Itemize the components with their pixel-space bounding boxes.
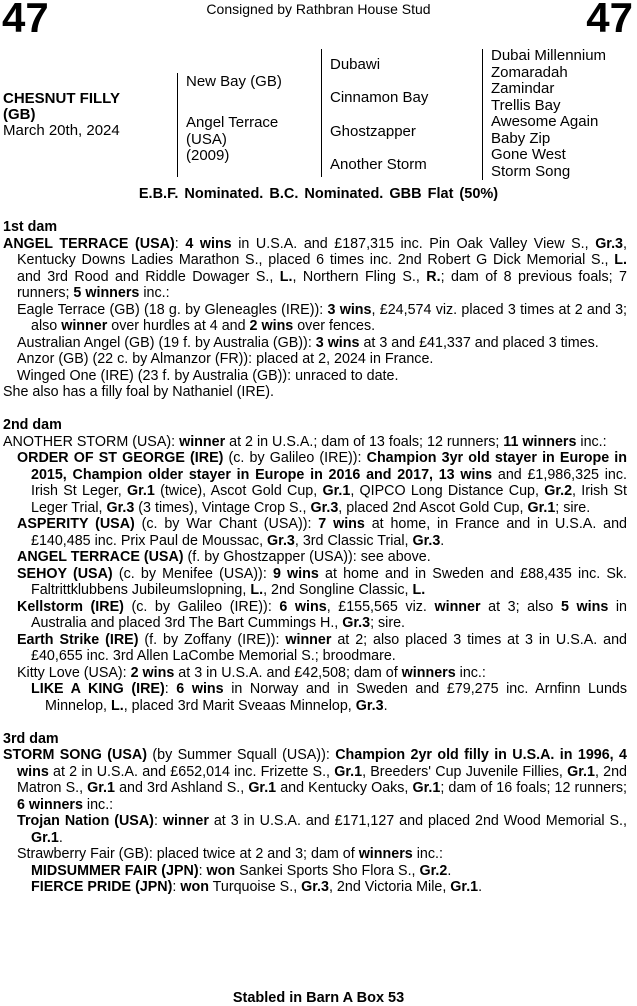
text-run: , 2nd Matron S., bbox=[17, 763, 628, 796]
pedigree-entry bbox=[3, 368, 627, 385]
text-run: : bbox=[198, 862, 207, 879]
bold-text: Gr.1 bbox=[567, 763, 595, 780]
text-run: , Breeders' Cup Juvenile Fillies, bbox=[362, 763, 568, 780]
pedigree-dam-name: Angel Terrace bbox=[186, 114, 279, 131]
bold-text: Gr.1 bbox=[450, 879, 479, 895]
bold-text: LIKE A KING (IRE) bbox=[31, 681, 165, 697]
text-run: , placed 2nd Ascot Gold Cup, bbox=[338, 499, 528, 516]
pedigree-ggp: Gone West bbox=[491, 146, 566, 163]
bold-text: 6 wins bbox=[279, 598, 327, 615]
bold-text: winner bbox=[434, 598, 481, 615]
text-run: at 2; also placed 3 times at 3 in U.S.A. and £40,655 inc. 3rd Allen LaCombe Memorial S.; broodmare. bbox=[31, 631, 627, 664]
text-run: Kitty Love (USA): bbox=[17, 664, 131, 681]
text-run: . bbox=[440, 532, 445, 549]
text-run: , placed 3rd Marit Sveaas Minnelop, bbox=[123, 697, 356, 714]
catalogue-body bbox=[3, 219, 627, 896]
bold-text: winner bbox=[61, 318, 108, 334]
pedigree-entry bbox=[3, 863, 627, 880]
text-run: , Kentucky Downs Ladies Marathon S., placed 6 times inc. 2nd Robert G Dick Memorial S., bbox=[17, 235, 627, 268]
pedigree-gp-3: Ghostzapper bbox=[330, 123, 416, 140]
bold-text: Gr.3 bbox=[342, 615, 371, 631]
nominations-line: E.B.F. Nominated. B.C. Nominated. GBB Flat (50%) bbox=[138, 186, 499, 202]
bold-text: winner bbox=[179, 433, 226, 450]
text-run: Turquoise S., bbox=[208, 879, 302, 895]
text-run: at home, in France and in U.S.A. and £140,485 inc. Prix Paul de Moussac, bbox=[31, 516, 628, 549]
text-run: She also has a filly foal by Nathaniel (IRE). bbox=[3, 384, 274, 400]
bold-text: Champion 3yr old stayer in Europe in 2015, Champion older stayer in Europe in 2016 and 2017, 13 wins bbox=[31, 450, 627, 483]
text-run: Australian Angel (GB) (19 f. by Australia (GB)): bbox=[17, 334, 316, 351]
pedigree-ggp: Zamindar bbox=[491, 80, 555, 97]
text-run: , Northern Fling S., bbox=[292, 268, 427, 285]
bold-text: Gr.1 bbox=[87, 780, 115, 796]
text-run: inc.: bbox=[82, 796, 114, 813]
bold-text: L. bbox=[412, 582, 426, 598]
text-run: (twice), Ascot Gold Cup, bbox=[154, 483, 323, 499]
pedigree-gp-4: Another Storm bbox=[330, 156, 427, 173]
text-run: Sankei Sports Sho Flora S., bbox=[235, 862, 420, 879]
pedigree-divider bbox=[482, 49, 483, 180]
text-run: and 3rd Rood and Riddle Dowager S., bbox=[17, 268, 280, 285]
text-run: over hurdles at 4 and bbox=[107, 318, 250, 334]
text-run: ; sire. bbox=[555, 499, 591, 516]
text-run: over fences. bbox=[293, 318, 376, 334]
bold-text: won bbox=[180, 879, 209, 895]
text-run: (c. by Galileo (IRE)): bbox=[223, 450, 367, 466]
text-run: (3 times), Vintage Crop S., bbox=[134, 499, 311, 516]
section-heading: 2nd dam bbox=[3, 417, 62, 433]
text-run: inc.: bbox=[455, 664, 486, 681]
horse-country: (GB) bbox=[3, 106, 36, 123]
bold-text: ANGEL TERRACE (USA) bbox=[3, 235, 175, 252]
text-run: (f. by Ghostzapper (USA)): see above. bbox=[183, 549, 431, 565]
bold-text: Earth Strike (IRE) bbox=[17, 631, 139, 648]
horse-name: CHESNUT FILLY bbox=[3, 90, 120, 107]
bold-text: Trojan Nation (USA) bbox=[17, 813, 154, 829]
pedigree-divider bbox=[177, 73, 178, 177]
pedigree-ggp: Baby Zip bbox=[491, 129, 551, 147]
bold-text: FIERCE PRIDE (JPN) bbox=[31, 879, 173, 895]
pedigree-entry bbox=[3, 665, 627, 682]
pedigree-gp-1: Dubawi bbox=[330, 56, 381, 73]
bold-text: 7 wins bbox=[318, 516, 365, 532]
text-run: at 3 in U.S.A. and £171,127 and placed 2nd Wood Memorial S., bbox=[208, 813, 627, 829]
text-run: at 3 in U.S.A. and £42,508; dam of bbox=[174, 664, 402, 681]
text-run: (c. by Galileo (IRE)): bbox=[123, 598, 280, 615]
text-run: Strawberry Fair (GB): placed twice at 2 and 3; dam of bbox=[17, 846, 359, 862]
pedigree-gp-2: Cinnamon Bay bbox=[330, 89, 429, 106]
text-run: at 2 in U.S.A.; dam of 13 foals; 12 runners; bbox=[225, 433, 504, 450]
bold-text: Gr.1 bbox=[412, 780, 441, 796]
bold-text: Gr.1 bbox=[127, 483, 155, 499]
bold-text: R. bbox=[426, 268, 441, 285]
text-run: in Australia and placed 3rd The Bart Cummings H., bbox=[31, 598, 627, 631]
section-gap bbox=[3, 714, 627, 731]
lot-number-left: 47 bbox=[2, 0, 49, 41]
pedigree-entry bbox=[3, 434, 627, 451]
text-run: (by Summer Squall (USA)): bbox=[146, 747, 336, 763]
bold-text: 5 winners bbox=[73, 285, 140, 301]
bold-text: 11 winners bbox=[503, 433, 577, 450]
bold-text: Gr.3 bbox=[595, 235, 624, 252]
text-run: , QIPCO Long Distance Cup, bbox=[350, 483, 545, 499]
text-run: inc.: bbox=[139, 285, 170, 301]
text-run: in Norway and in Sweden and £79,275 inc. Arnfinn Lunds Minnelop, bbox=[45, 681, 628, 714]
bold-text: 5 wins bbox=[560, 598, 609, 615]
pedigree-entry bbox=[3, 681, 627, 714]
bold-text: Kellstorm (IRE) bbox=[17, 598, 124, 615]
pedigree-entry bbox=[3, 632, 627, 665]
pedigree-ggp: Zomaradah bbox=[491, 63, 568, 81]
pedigree-sire: New Bay (GB) bbox=[186, 73, 282, 90]
text-run: , 3rd Classic Trial, bbox=[294, 532, 413, 549]
bold-text: Gr.2 bbox=[419, 862, 448, 879]
text-run: , £155,565 viz. bbox=[326, 598, 435, 615]
pedigree-ggp: Awesome Again bbox=[491, 113, 599, 130]
lot-number-right: 47 bbox=[586, 0, 633, 41]
bold-text: 2 wins bbox=[249, 318, 294, 334]
text-run: . bbox=[383, 697, 388, 714]
pedigree-entry bbox=[3, 516, 627, 549]
bold-text: Gr.3 bbox=[267, 532, 295, 549]
text-run: ; sire. bbox=[370, 615, 406, 631]
section-heading: 3rd dam bbox=[3, 730, 59, 747]
bold-text: Gr.3 bbox=[412, 532, 441, 549]
bold-text: 9 wins bbox=[272, 565, 319, 582]
pedigree-dam-country: (USA) bbox=[186, 130, 227, 148]
bold-text: winners bbox=[358, 846, 413, 862]
text-run: : bbox=[174, 235, 186, 252]
pedigree-entry bbox=[3, 747, 627, 813]
text-run: . bbox=[478, 879, 483, 895]
foaling-date: March 20th, 2024 bbox=[3, 122, 120, 139]
pedigree-dam-year: (2009) bbox=[186, 147, 230, 164]
bold-text: Gr.1 bbox=[527, 499, 556, 516]
pedigree-entry bbox=[3, 566, 627, 599]
text-run: ; dam of 16 foals; 12 runners; bbox=[440, 780, 627, 796]
pedigree-entry bbox=[3, 236, 627, 302]
bold-text: 4 wins bbox=[185, 235, 232, 252]
section-heading: 1st dam bbox=[3, 219, 58, 235]
text-run: at home and in Sweden and £88,435 inc. Sk. Faltrittklubbens Jubileumslopning, bbox=[31, 565, 628, 598]
bold-text: 2 wins bbox=[130, 664, 175, 681]
pedigree-entry bbox=[3, 879, 627, 896]
text-run: (c. by Menifee (USA)): bbox=[112, 565, 273, 582]
text-run: and Kentucky Oaks, bbox=[276, 780, 413, 796]
pedigree-ggp: Dubai Millennium bbox=[491, 47, 607, 64]
stabling-note: Stabled in Barn A Box 53 bbox=[232, 990, 405, 1006]
text-run: (f. by Zoffany (IRE)): bbox=[138, 631, 286, 648]
text-run: . bbox=[447, 862, 452, 879]
bold-text: 3 wins bbox=[315, 334, 360, 351]
bold-text: ASPERITY (USA) bbox=[17, 516, 135, 532]
bold-text: Champion 2yr old filly in U.S.A. in 1996, 4 wins bbox=[17, 747, 627, 780]
text-run: inc.: bbox=[576, 433, 607, 450]
bold-text: Gr.3 bbox=[310, 499, 339, 516]
bold-text: Gr.3 bbox=[355, 697, 384, 714]
bold-text: Gr.1 bbox=[248, 780, 277, 796]
consignor-line: Consigned by Rathbran House Stud bbox=[206, 1, 431, 17]
text-run: at 3 and £41,337 and placed 3 times. bbox=[359, 334, 599, 351]
text-run: : bbox=[164, 681, 177, 697]
text-run: , £24,574 viz. placed 3 times at 2 and 3; also bbox=[31, 301, 627, 334]
bold-text: Gr.1 bbox=[322, 483, 351, 499]
bold-text: ANGEL TERRACE (USA) bbox=[17, 549, 184, 565]
bold-text: MIDSUMMER FAIR (JPN) bbox=[31, 862, 199, 879]
text-run: Eagle Terrace (GB) (18 g. by Gleneagles (IRE)): bbox=[17, 301, 328, 318]
bold-text: 3 wins bbox=[327, 301, 372, 318]
bold-text: 6 winners bbox=[17, 796, 83, 813]
pedigree-entry bbox=[3, 599, 627, 632]
bold-text: Gr.2 bbox=[544, 483, 573, 499]
bold-text: Gr.3 bbox=[106, 499, 135, 516]
text-run: ; dam of 8 previous foals; 7 runners; bbox=[17, 268, 627, 301]
horse-description bbox=[3, 91, 120, 139]
text-run: in U.S.A. and £187,315 inc. Pin Oak Valley View S., bbox=[231, 235, 596, 252]
bold-text: Gr.3 bbox=[301, 879, 329, 895]
text-run: , 2nd Victoria Mile, bbox=[328, 879, 451, 895]
pedigree-entry bbox=[3, 351, 627, 368]
pedigree-entry bbox=[3, 335, 627, 352]
text-run: , Irish St Leger Trial, bbox=[31, 483, 628, 516]
bold-text: ORDER OF ST GEORGE (IRE) bbox=[17, 450, 224, 466]
text-run: : bbox=[153, 813, 163, 829]
text-run: . bbox=[58, 829, 63, 846]
text-run: (c. by War Chant (USA)): bbox=[134, 516, 319, 532]
text-run: at 3; also bbox=[480, 598, 561, 615]
bold-text: winner bbox=[285, 631, 332, 648]
text-run: at 2 in U.S.A. and £652,014 inc. Frizette S., bbox=[48, 763, 335, 780]
text-run: , 2nd Songline Classic, bbox=[263, 582, 413, 598]
pedigree-entry bbox=[3, 384, 627, 401]
bold-text: Gr.1 bbox=[334, 763, 363, 780]
pedigree-ggp: Storm Song bbox=[491, 162, 571, 180]
pedigree-entry bbox=[3, 549, 627, 566]
bold-text: L. bbox=[614, 252, 627, 268]
bold-text: L. bbox=[110, 697, 124, 714]
text-run: and £1,986,325 inc. Irish St Leger, bbox=[31, 466, 627, 499]
bold-text: won bbox=[206, 862, 236, 879]
bold-text: SEHOY (USA) bbox=[17, 565, 113, 582]
bold-text: winners bbox=[401, 664, 456, 681]
bold-text: STORM SONG (USA) bbox=[3, 747, 147, 763]
pedigree-ggp-list bbox=[491, 48, 606, 180]
bold-text: 6 wins bbox=[176, 681, 224, 697]
pedigree-entry bbox=[3, 813, 627, 846]
pedigree-entry bbox=[3, 846, 627, 863]
text-run: : bbox=[172, 879, 181, 895]
pedigree-ggp: Trellis Bay bbox=[491, 96, 561, 114]
text-run: inc.: bbox=[412, 846, 443, 862]
section-gap bbox=[3, 401, 627, 418]
text-run: Anzor (GB) (22 c. by Almanzor (FR)): placed at 2, 2024 in France. bbox=[17, 351, 434, 367]
pedigree-dam bbox=[186, 115, 278, 165]
pedigree-entry bbox=[3, 450, 627, 516]
bold-text: L. bbox=[250, 582, 264, 598]
text-run: Winged One (IRE) (23 f. by Australia (GB)): unraced to date. bbox=[17, 367, 399, 384]
text-run: ANOTHER STORM (USA): bbox=[3, 433, 180, 450]
text-run: and 3rd Ashland S., bbox=[114, 780, 249, 796]
bold-text: L. bbox=[279, 268, 293, 285]
bold-text: winner bbox=[162, 813, 209, 829]
pedigree-divider bbox=[321, 49, 322, 177]
bold-text: Gr.1 bbox=[31, 829, 59, 846]
pedigree-entry bbox=[3, 302, 627, 335]
